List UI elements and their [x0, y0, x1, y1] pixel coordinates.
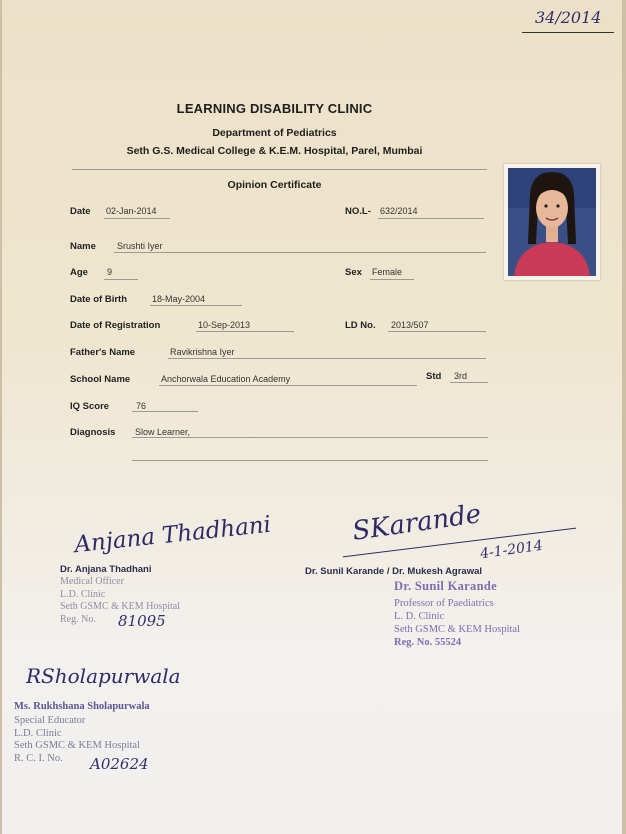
- std-label: Std: [426, 371, 442, 382]
- name-underline: [114, 252, 486, 253]
- dob-value: 18-May-2004: [152, 294, 206, 304]
- center-signature: SKarande: [350, 499, 483, 547]
- center-signatory-names: Dr. Sunil Karande / Dr. Mukesh Agrawal: [305, 566, 483, 577]
- college-title: Seth G.S. Medical College & K.E.M. Hospital, Parel, Mumbai: [126, 145, 423, 157]
- diagnosis-label: Diagnosis: [70, 427, 116, 438]
- left-reg-number: 81095: [118, 612, 166, 630]
- bottom-stamp-line: Special Educator: [14, 715, 86, 726]
- age-value: 9: [107, 267, 113, 277]
- corner-note: 34/2014: [535, 8, 602, 27]
- center-stamp-line: Seth GSMC & KEM Hospital: [394, 624, 521, 635]
- age-label: Age: [70, 267, 88, 278]
- registration-date-label: Date of Registration: [70, 320, 161, 331]
- number-label: NO.L-: [345, 206, 371, 217]
- left-signatory-name: Dr. Anjana Thadhani: [60, 564, 152, 575]
- center-stamp: [394, 597, 520, 649]
- dob-label: Date of Birth: [70, 294, 127, 305]
- diagnosis-underline: [132, 437, 488, 438]
- student-photo: [504, 164, 600, 280]
- left-signature: Anjana Thadhani: [73, 511, 273, 559]
- student-photo-image: [504, 164, 600, 280]
- diagnosis-value: Slow Learner,: [135, 427, 191, 437]
- number-underline: [378, 218, 484, 219]
- bottom-rci-number: A02624: [90, 755, 149, 773]
- father-name-label: Father's Name: [70, 347, 136, 358]
- department-title: Department of Pediatrics: [212, 127, 337, 139]
- bottom-signatory-name: Ms. Rukhshana Sholapurwala: [14, 701, 150, 712]
- certificate-page: [2, 0, 622, 834]
- sex-underline: [370, 279, 414, 280]
- name-value: Srushti Iyer: [117, 241, 163, 251]
- dob-underline: [150, 305, 242, 306]
- date-underline: [104, 218, 170, 219]
- father-name-underline: [168, 358, 486, 359]
- clinic-title: LEARNING DISABILITY CLINIC: [176, 101, 373, 116]
- std-underline: [450, 382, 488, 383]
- name-label: Name: [70, 241, 96, 252]
- ld-number-value: 2013/507: [391, 320, 429, 330]
- left-stamp-line: Seth GSMC & KEM Hospital: [60, 601, 181, 612]
- center-stamp-line: L. D. Clinic: [394, 611, 445, 622]
- iq-score-value: 76: [136, 401, 147, 411]
- certificate-title: Opinion Certificate: [227, 179, 322, 191]
- school-name-value: Anchorwala Education Academy: [161, 374, 291, 384]
- school-name-label: School Name: [70, 374, 131, 385]
- center-stamp-name: Dr. Sunil Karande: [394, 579, 497, 593]
- iq-score-label: IQ Score: [70, 401, 110, 412]
- left-stamp-line: L.D. Clinic: [60, 588, 106, 600]
- bottom-stamp-rci-label: R. C. I. No.: [14, 752, 63, 764]
- ld-number-label: LD No.: [345, 320, 376, 331]
- center-stamp-line: Professor of Paediatrics: [394, 598, 494, 609]
- center-stamp-reg: Reg. No. 55524: [394, 637, 462, 648]
- date-value: 02-Jan-2014: [106, 206, 157, 216]
- age-underline: [104, 279, 138, 280]
- date-label: Date: [70, 206, 91, 217]
- registration-date-underline: [196, 331, 294, 332]
- left-stamp-line: Reg. No.: [60, 613, 96, 625]
- header-rule: [72, 169, 487, 170]
- center-signature-date: 4-1-2014: [479, 537, 544, 563]
- bottom-stamp-line: L.D. Clinic: [14, 727, 62, 739]
- corner-note-underline: [522, 32, 614, 33]
- left-stamp-line: Medical Officer: [60, 576, 124, 587]
- sex-label: Sex: [345, 267, 362, 278]
- diagnosis-underline-2: [132, 460, 488, 461]
- bottom-signature: RSholapurwala: [26, 664, 181, 688]
- father-name-value: Ravikrishna Iyer: [170, 347, 235, 357]
- school-name-underline: [159, 385, 417, 386]
- ld-number-underline: [388, 331, 486, 332]
- number-value: 632/2014: [380, 206, 418, 216]
- std-value: 3rd: [454, 371, 468, 381]
- iq-score-underline: [132, 411, 198, 412]
- sex-value: Female: [372, 267, 403, 277]
- registration-date-value: 10-Sep-2013: [198, 320, 251, 330]
- bottom-stamp-line: Seth GSMC & KEM Hospital: [14, 740, 141, 751]
